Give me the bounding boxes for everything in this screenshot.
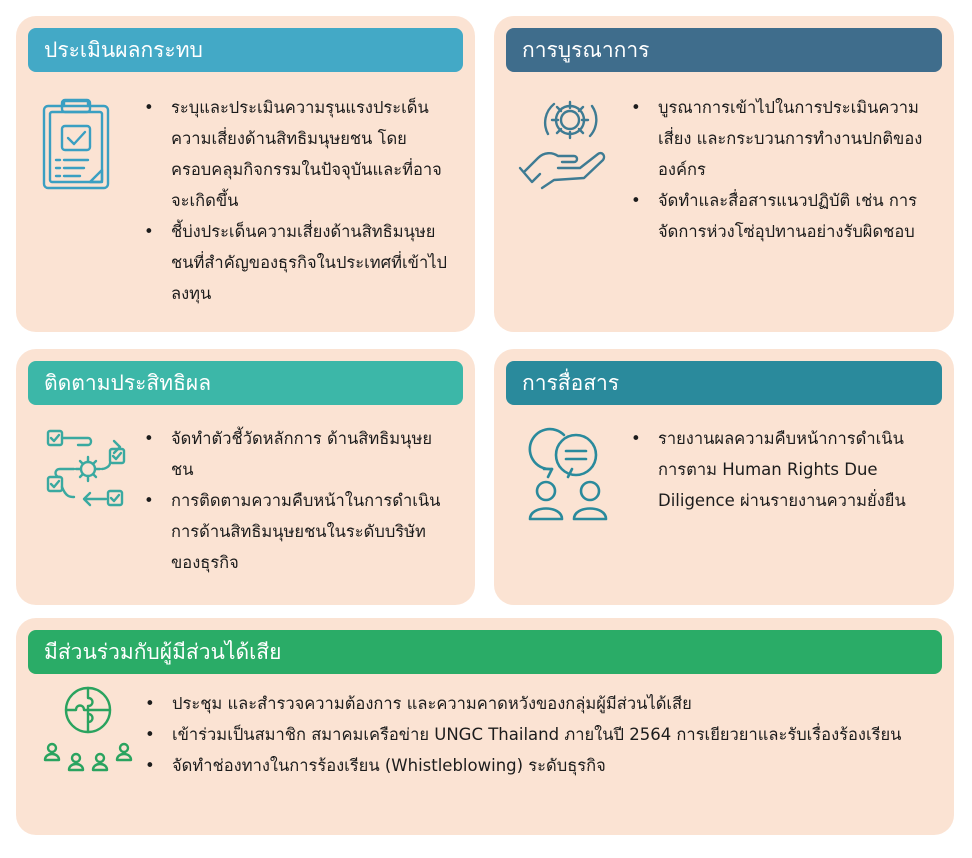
list-item: • จัดทำตัวชี้วัดหลักการ ด้านสิทธิมนุษยชน bbox=[141, 423, 451, 485]
list-item: • บูรณาการเข้าไปในการประเมินความเสี่ยง และกระบวนการทำงานปกติขององค์กร bbox=[628, 92, 928, 185]
list-item: • ชี้บ่งประเด็นความเสี่ยงด้านสิทธิมนุษยชนที่สำคัญของธุรกิจในประเทศที่เข้าไปลงทุน bbox=[141, 216, 451, 309]
assess-title: ประเมินผลกระทบ bbox=[44, 38, 203, 62]
hand-gear-icon bbox=[518, 98, 610, 190]
engage-header bbox=[28, 630, 942, 674]
integrate-bullets bbox=[628, 92, 928, 247]
puzzle-stakeholders-icon bbox=[42, 684, 134, 780]
communicate-header bbox=[506, 361, 942, 405]
process-flow-gear-icon bbox=[44, 427, 130, 513]
communicate-title: การสื่อสาร bbox=[522, 371, 620, 395]
list-item: • จัดทำและสื่อสารแนวปฏิบัติ เช่น การจัดการห่วงโซ่อุปทานอย่างรับผิดชอบ bbox=[628, 185, 928, 247]
engage-title: มีส่วนร่วมกับผู้มีส่วนได้เสีย bbox=[44, 640, 282, 664]
list-item: • ประชุม และสำรวจความต้องการ และความคาดหวังของกลุ่มผู้มีส่วนได้เสีย bbox=[142, 688, 932, 719]
assess-bullets bbox=[141, 92, 451, 309]
list-item: • จัดทำช่องทางในการร้องเรียน (Whistleblowing) ระดับธุรกิจ bbox=[142, 750, 932, 781]
communicate-card bbox=[494, 349, 954, 605]
list-item: • การติดตามความคืบหน้าในการดำเนินการด้านสิทธิมนุษยชนในระดับบริษัทของธุรกิจ bbox=[141, 485, 451, 578]
track-title: ติดตามประสิทธิผล bbox=[44, 371, 212, 395]
list-item: • เข้าร่วมเป็นสมาชิก สมาคมเครือข่าย UNGC Thailand ภายในปี 2564 การเยียวยาและรับเรื่องร้องเรียน bbox=[142, 719, 932, 750]
integrate-header bbox=[506, 28, 942, 72]
engage-bullets bbox=[142, 688, 932, 781]
integrate-title: การบูรณาการ bbox=[522, 38, 650, 62]
track-header bbox=[28, 361, 463, 405]
communicate-bullets bbox=[628, 423, 928, 516]
assess-card bbox=[16, 16, 475, 332]
list-item: • รายงานผลความคืบหน้าการดำเนินการตาม Human Rights Due Diligence ผ่านรายงานความยั่งยืน bbox=[628, 423, 928, 516]
list-item: • ระบุและประเมินความรุนแรงประเด็นความเสี่ยงด้านสิทธิมนุษยชน โดยครอบคลุมกิจกรรมในปัจจุบันและที่อาจจะเกิดขึ้น bbox=[141, 92, 451, 216]
assess-header bbox=[28, 28, 463, 72]
people-chat-icon bbox=[524, 425, 614, 525]
integrate-card bbox=[494, 16, 954, 332]
track-bullets bbox=[141, 423, 451, 578]
engage-card bbox=[16, 618, 954, 835]
track-card bbox=[16, 349, 475, 605]
clipboard-check-icon bbox=[40, 96, 116, 192]
